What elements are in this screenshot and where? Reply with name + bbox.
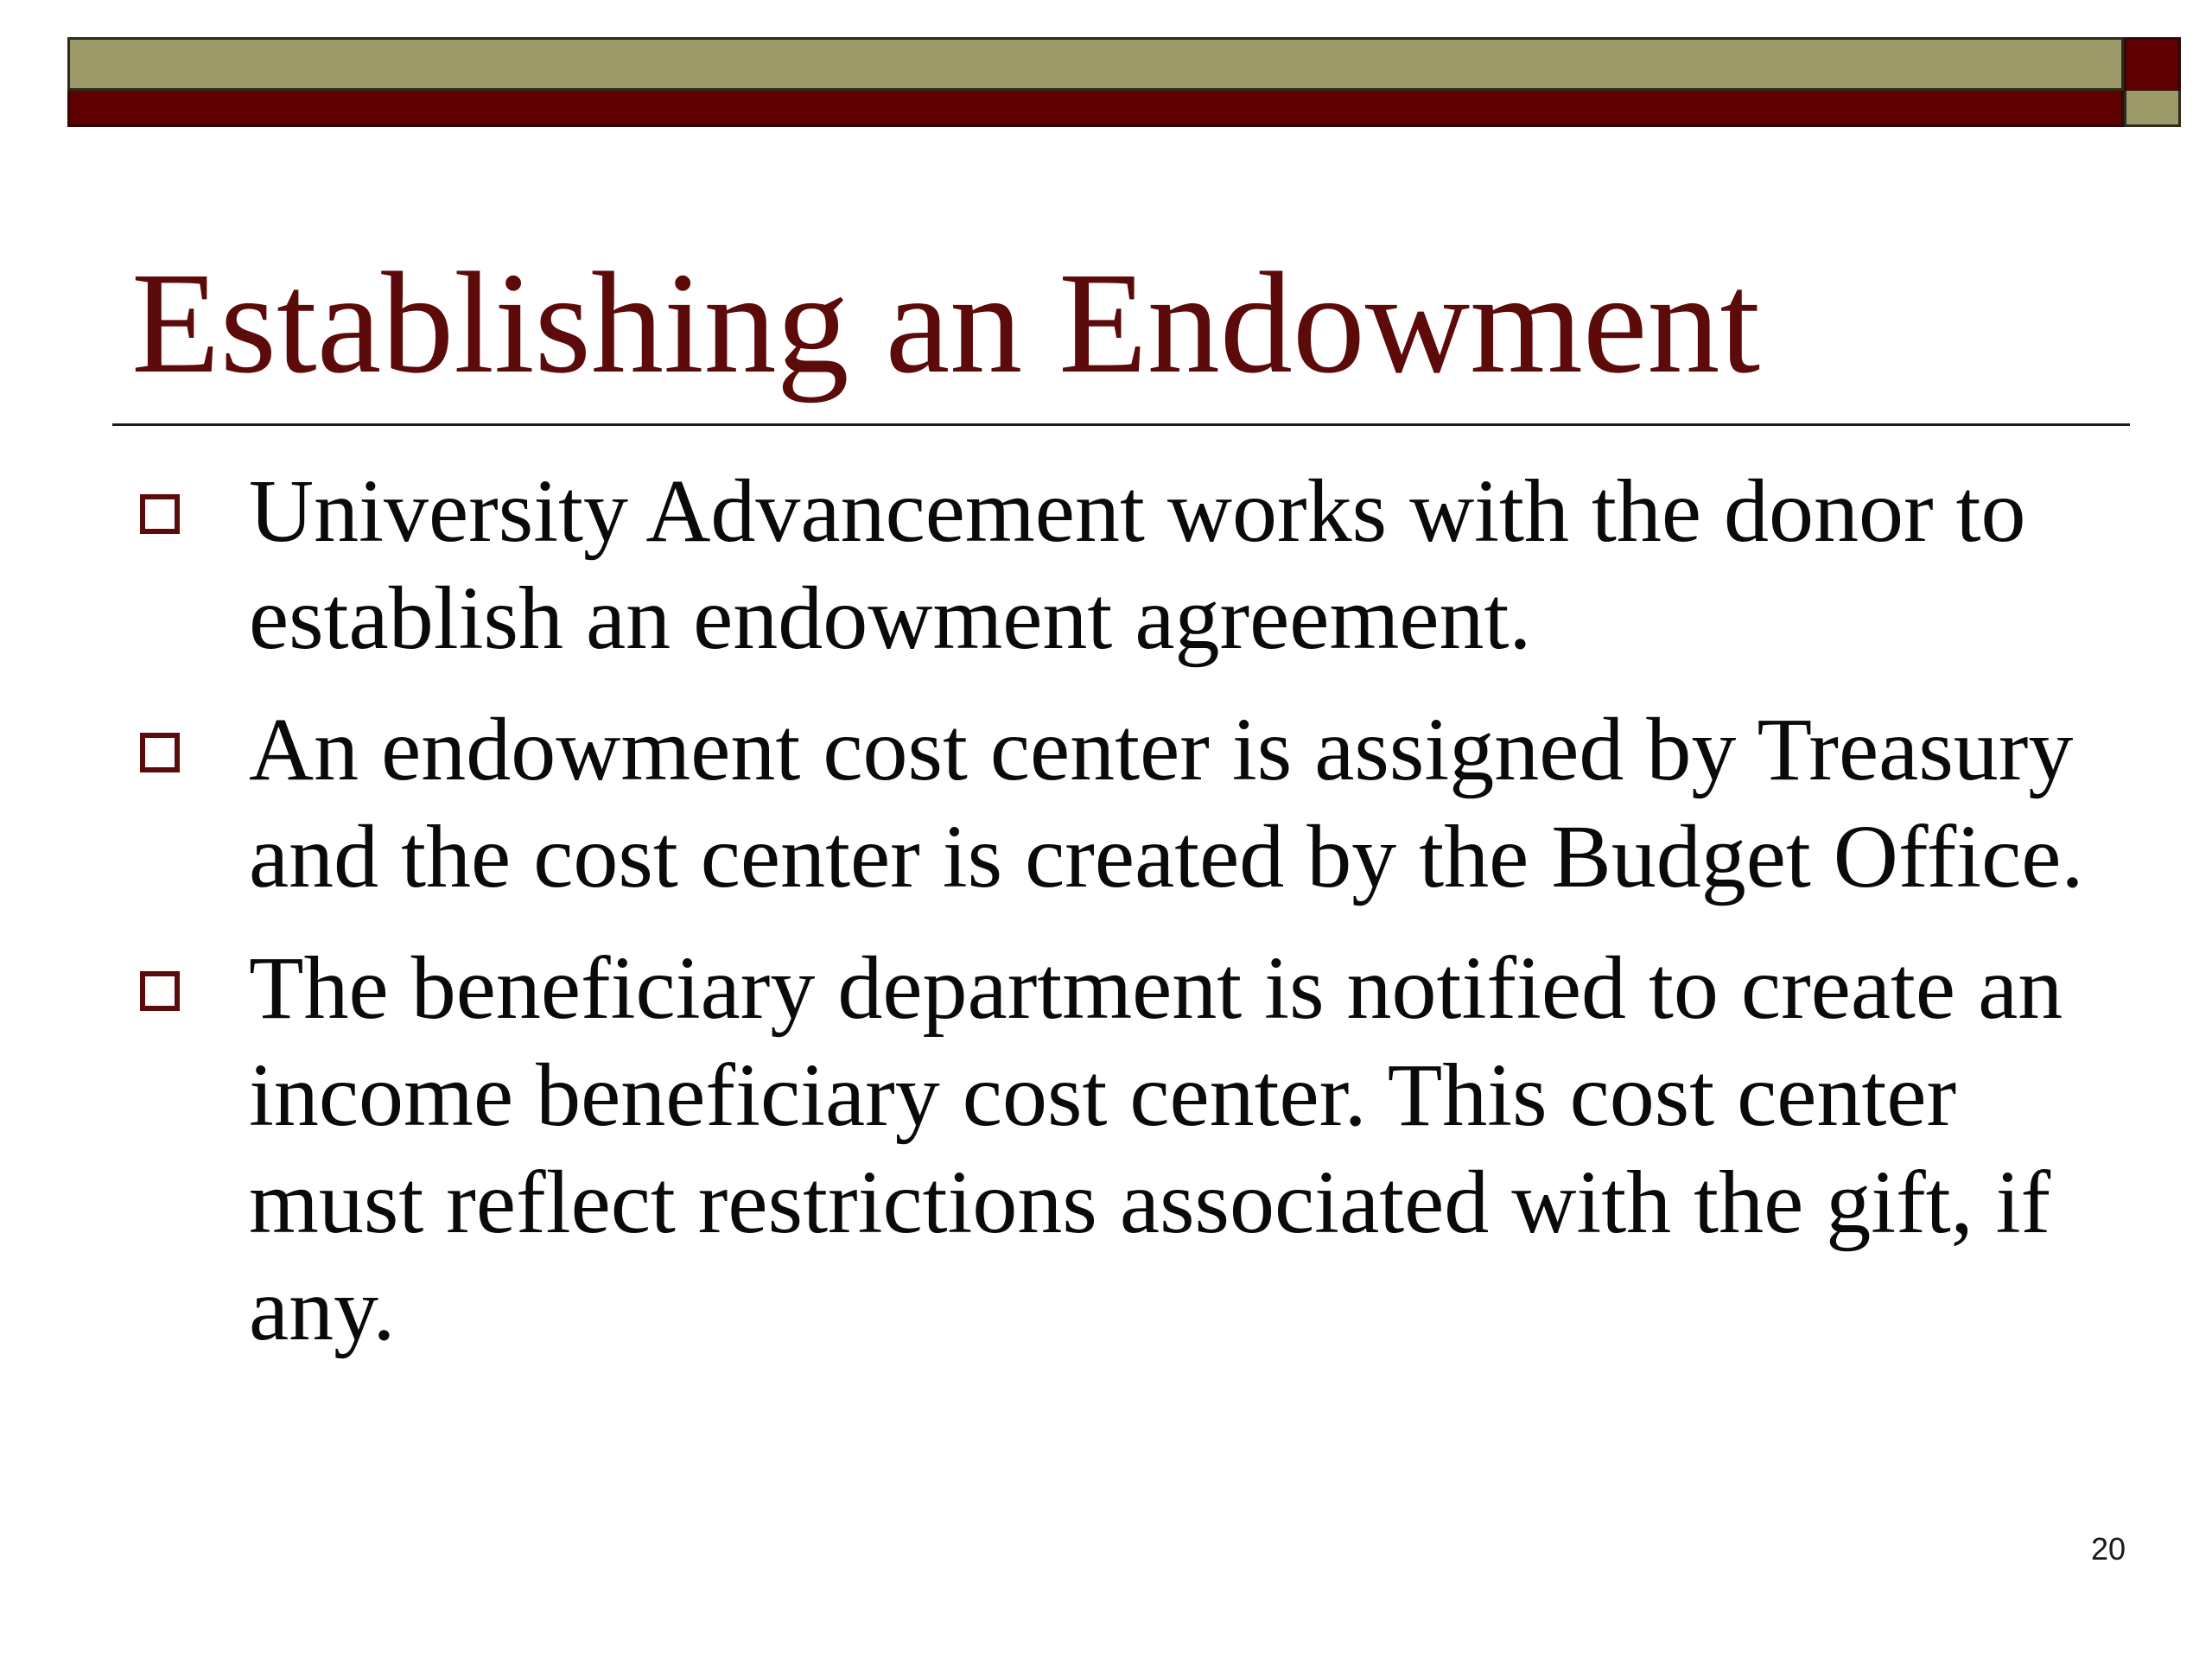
bullet-text: An endowment cost center is assigned by Treasury and the cost center is created by the Budget Office. — [249, 700, 2084, 906]
bullet-item — [138, 458, 2126, 672]
hollow-square-icon — [140, 733, 180, 772]
bullet-text: University Advancement works with the donor to establish an endowment agreement. — [249, 461, 2026, 668]
header-banner-olive-bar — [67, 37, 2124, 91]
header-banner-maroon-bar — [67, 91, 2124, 127]
page-number: 20 — [2090, 1531, 2126, 1567]
bullet-item — [138, 696, 2126, 911]
slide-title: Establishing an Endowment — [131, 243, 1761, 404]
hollow-square-icon — [140, 971, 180, 1011]
title-divider — [112, 423, 2130, 426]
bullet-text: The beneficiary department is notified to create an income beneficiary cost center. This cost center must reflect restrictions associated with the gift, if any. — [249, 938, 2063, 1359]
bullet-list — [138, 458, 2126, 1388]
header-corner-maroon-square — [2124, 37, 2181, 92]
hollow-square-icon — [140, 494, 180, 534]
header-corner-olive-square — [2124, 91, 2181, 127]
bullet-item — [138, 935, 2126, 1363]
